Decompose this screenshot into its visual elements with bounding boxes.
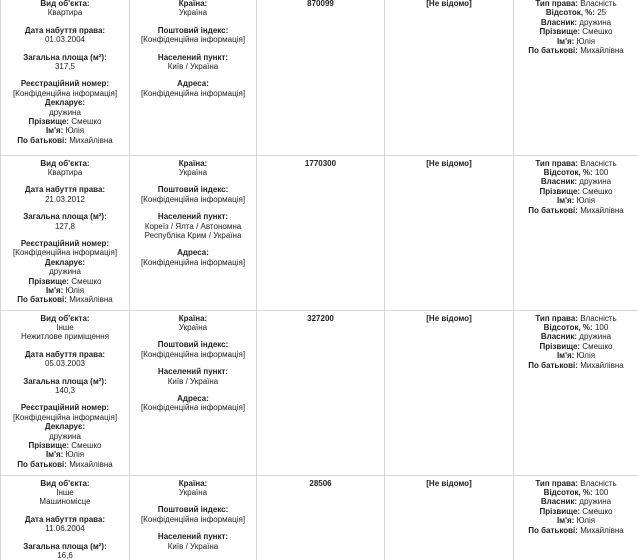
owner-value: дружина xyxy=(579,177,611,186)
surname-value: Смешко xyxy=(71,117,101,126)
object-type-value: Квартира xyxy=(4,8,126,17)
postal-index-value: [Конфіденційна інформація] xyxy=(133,195,253,204)
unknown-cell: [Не відомо] xyxy=(385,475,514,560)
value-cell: 327200 xyxy=(257,310,385,475)
locality-value-line2: Республіка Крим / Україна xyxy=(133,231,253,240)
country-value: Україна xyxy=(133,8,253,17)
right-type-label: Тип права: xyxy=(535,314,578,323)
owner-surname-label: Прізвище: xyxy=(540,27,581,36)
right-type-value: Власність xyxy=(580,0,616,8)
object-cell xyxy=(1,155,130,310)
total-area-value: 127,8 xyxy=(4,222,126,231)
total-area-label: Загальна площа (м²): xyxy=(4,53,126,62)
table-row xyxy=(1,155,638,310)
locality-label: Населений пункт: xyxy=(133,53,253,62)
country-value: Україна xyxy=(133,488,253,497)
owner-surname-label: Прізвище: xyxy=(540,187,581,196)
owner-label: Власник: xyxy=(541,18,577,27)
locality-label: Населений пункт: xyxy=(133,532,253,541)
owner-first-name-value: Юлія xyxy=(577,37,596,46)
right-type-label: Тип права: xyxy=(535,159,578,168)
owner-surname-value: Смешко xyxy=(582,27,612,36)
postal-index-label: Поштовий індекс: xyxy=(133,26,253,35)
value-cell: 870099 xyxy=(257,0,385,155)
share-value: 25 xyxy=(597,8,606,17)
patronymic-value: Михайлівна xyxy=(69,460,113,469)
surname-value: Смешко xyxy=(71,441,101,450)
locality-label: Населений пункт: xyxy=(133,212,253,221)
location-cell xyxy=(130,0,257,155)
first-name-value: Юлія xyxy=(66,450,85,459)
declarant-label: Декларує: xyxy=(4,258,126,267)
total-area-label: Загальна площа (м²): xyxy=(4,542,126,551)
right-type-value: Власність xyxy=(580,314,616,323)
owner-surname-label: Прізвище: xyxy=(540,507,581,516)
unknown-cell: [Не відомо] xyxy=(385,155,514,310)
country-value: Україна xyxy=(133,323,253,332)
owner-patronymic-label: По батькові: xyxy=(528,46,578,55)
owner-patronymic-value: Михайлівна xyxy=(580,46,624,55)
surname-label: Прізвище: xyxy=(29,277,70,286)
acquire-date-value: 01.03.2004 xyxy=(4,35,126,44)
value-cell: 28506 xyxy=(257,475,385,560)
owner-label: Власник: xyxy=(541,177,577,186)
acquire-date-label: Дата набуття права: xyxy=(4,515,126,524)
owner-first-name-value: Юлія xyxy=(577,196,596,205)
first-name-value: Юлія xyxy=(66,126,85,135)
object-type-value-line1: Інше xyxy=(4,488,126,497)
location-cell xyxy=(130,475,257,560)
address-value: [Конфіденційна інформація] xyxy=(133,258,253,267)
owner-patronymic-value: Михайлівна xyxy=(580,206,624,215)
owner-first-name-label: Ім'я: xyxy=(557,351,574,360)
share-label: Відсоток, %: xyxy=(546,8,595,17)
acquire-date-label: Дата набуття права: xyxy=(4,26,126,35)
postal-index-value: [Конфіденційна інформація] xyxy=(133,350,253,359)
country-label: Країна: xyxy=(133,159,253,168)
total-area-value: 140,3 xyxy=(4,386,126,395)
address-label: Адреса: xyxy=(133,79,253,88)
owner-surname-value: Смешко xyxy=(582,187,612,196)
object-type-value-line2: Машиномісце xyxy=(4,497,126,506)
owner-value: дружина xyxy=(579,332,611,341)
patronymic-label: По батькові: xyxy=(17,136,67,145)
owner-first-name-value: Юлія xyxy=(577,351,596,360)
postal-index-value: [Конфіденційна інформація] xyxy=(133,35,253,44)
total-area-label: Загальна площа (м²): xyxy=(4,212,126,221)
object-type-label: Вид об'єкта: xyxy=(4,314,126,323)
object-cell xyxy=(1,475,130,560)
postal-index-label: Поштовий індекс: xyxy=(133,185,253,194)
right-type-label: Тип права: xyxy=(535,0,578,8)
address-value: [Конфіденційна інформація] xyxy=(133,89,253,98)
locality-label: Населений пункт: xyxy=(133,367,253,376)
first-name-label: Ім'я: xyxy=(46,126,63,135)
declarant-label: Декларує: xyxy=(4,98,126,107)
locality-value: Київ / Україна xyxy=(133,542,253,551)
share-value: 100 xyxy=(595,168,608,177)
total-area-value: 317,5 xyxy=(4,62,126,71)
patronymic-value: Михайлівна xyxy=(69,295,113,304)
total-area-label: Загальна площа (м²): xyxy=(4,377,126,386)
table-row xyxy=(1,0,638,155)
object-cell xyxy=(1,310,130,475)
owner-surname-label: Прізвище: xyxy=(540,342,581,351)
object-type-value-line1: Інше xyxy=(4,323,126,332)
acquire-date-value: 05.03.2003 xyxy=(4,359,126,368)
surname-label: Прізвище: xyxy=(29,117,70,126)
declarant-value: дружина xyxy=(4,267,126,276)
table-row xyxy=(1,475,638,560)
first-name-value: Юлія xyxy=(66,286,85,295)
owner-value: дружина xyxy=(579,18,611,27)
unknown-cell: [Не відомо] xyxy=(385,0,514,155)
right-type-label: Тип права: xyxy=(535,479,578,488)
owner-patronymic-value: Михайлівна xyxy=(580,361,624,370)
value-cell: 1770300 xyxy=(257,155,385,310)
declarant-label: Декларує: xyxy=(4,422,126,431)
owner-value: дружина xyxy=(579,497,611,506)
owner-patronymic-label: По батькові: xyxy=(528,206,578,215)
reg-number-label: Реєстраційний номер: xyxy=(4,239,126,248)
reg-number-value: [Конфіденційна інформація] xyxy=(4,248,126,257)
object-type-label: Вид об'єкта: xyxy=(4,479,126,488)
owner-first-name-value: Юлія xyxy=(577,516,596,525)
right-type-value: Власність xyxy=(580,479,616,488)
country-label: Країна: xyxy=(133,0,253,8)
owner-patronymic-label: По батькові: xyxy=(528,361,578,370)
acquire-date-value: 11.06.2004 xyxy=(4,524,126,533)
surname-label: Прізвище: xyxy=(29,441,70,450)
unknown-cell: [Не відомо] xyxy=(385,310,514,475)
acquire-date-label: Дата набуття права: xyxy=(4,185,126,194)
declarant-value: дружина xyxy=(4,432,126,441)
table-row xyxy=(1,310,638,475)
country-value: Україна xyxy=(133,168,253,177)
owner-patronymic-label: По батькові: xyxy=(528,526,578,535)
locality-value: Київ / Україна xyxy=(133,62,253,71)
reg-number-label: Реєстраційний номер: xyxy=(4,403,126,412)
locality-value-line1: Кореїз / Ялта / Автономна xyxy=(133,222,253,231)
postal-index-label: Поштовий індекс: xyxy=(133,340,253,349)
location-cell xyxy=(130,155,257,310)
total-area-value: 16,6 xyxy=(4,551,126,560)
owner-label: Власник: xyxy=(541,332,577,341)
address-label: Адреса: xyxy=(133,394,253,403)
patronymic-label: По батькові: xyxy=(17,295,67,304)
declarant-value: дружина xyxy=(4,108,126,117)
object-type-value: Квартира xyxy=(4,168,126,177)
rights-cell xyxy=(514,0,638,155)
reg-number-value: [Конфіденційна інформація] xyxy=(4,413,126,422)
first-name-label: Ім'я: xyxy=(46,450,63,459)
right-type-value: Власність xyxy=(580,159,616,168)
address-value: [Конфіденційна інформація] xyxy=(133,403,253,412)
postal-index-value: [Конфіденційна інформація] xyxy=(133,515,253,524)
object-cell xyxy=(1,0,130,155)
address-label: Адреса: xyxy=(133,248,253,257)
patronymic-value: Михайлівна xyxy=(69,136,113,145)
surname-value: Смешко xyxy=(71,277,101,286)
patronymic-label: По батькові: xyxy=(17,460,67,469)
owner-first-name-label: Ім'я: xyxy=(557,37,574,46)
object-type-value-line2: Нежитлове приміщення xyxy=(4,332,126,341)
locality-value: Київ / Україна xyxy=(133,377,253,386)
country-label: Країна: xyxy=(133,479,253,488)
share-label: Відсоток, %: xyxy=(544,323,593,332)
object-type-label: Вид об'єкта: xyxy=(4,0,126,8)
reg-number-label: Реєстраційний номер: xyxy=(4,79,126,88)
acquire-date-label: Дата набуття права: xyxy=(4,350,126,359)
country-label: Країна: xyxy=(133,314,253,323)
share-value: 100 xyxy=(595,323,608,332)
owner-surname-value: Смешко xyxy=(582,342,612,351)
share-label: Відсоток, %: xyxy=(544,168,593,177)
owner-first-name-label: Ім'я: xyxy=(557,516,574,525)
owner-label: Власник: xyxy=(541,497,577,506)
object-type-label: Вид об'єкта: xyxy=(4,159,126,168)
postal-index-label: Поштовий індекс: xyxy=(133,505,253,514)
rights-cell xyxy=(514,155,638,310)
rights-cell xyxy=(514,475,638,560)
first-name-label: Ім'я: xyxy=(46,286,63,295)
share-label: Відсоток, %: xyxy=(544,488,593,497)
location-cell xyxy=(130,310,257,475)
owner-patronymic-value: Михайлівна xyxy=(580,526,624,535)
acquire-date-value: 21.03.2012 xyxy=(4,195,126,204)
reg-number-value: [Конфіденційна інформація] xyxy=(4,89,126,98)
rights-cell xyxy=(514,310,638,475)
owner-surname-value: Смешко xyxy=(582,507,612,516)
share-value: 100 xyxy=(595,488,608,497)
owner-first-name-label: Ім'я: xyxy=(557,196,574,205)
